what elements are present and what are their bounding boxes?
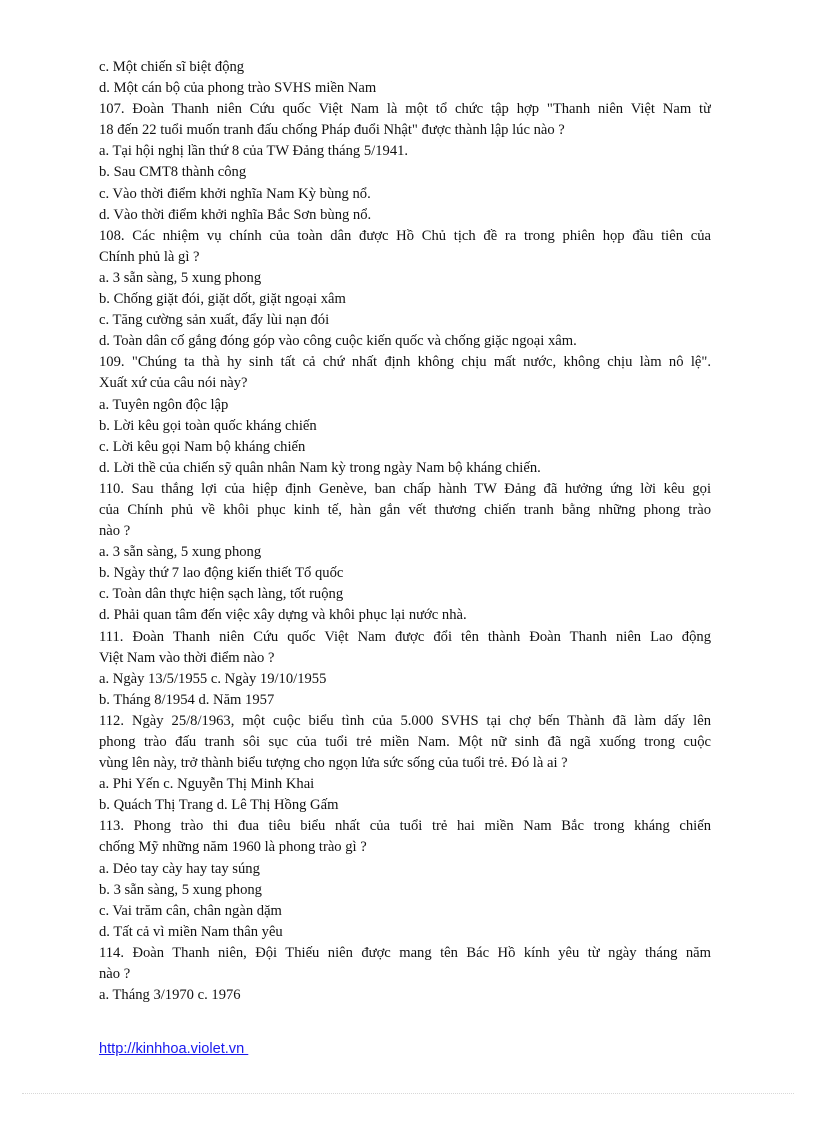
text-line: vùng lên này, trở thành biểu tượng cho ngọn lửa sức sống của tuổi trẻ. Đó là ai ? [99,755,568,772]
text-line: a. Dẻo tay cày hay tay súng [99,860,260,877]
text-line: a. 3 sẵn sàng, 5 xung phong [99,544,262,561]
text-line: a. Tại hội nghị lần thứ 8 của TW Đảng tháng 5/1941. [99,143,409,160]
text-line: nào ? [99,523,131,540]
text-line: d. Toàn dân cố gắng đóng góp vào công cuộc kiến quốc và chống giặc ngoại xâm. [99,333,577,350]
footer-link[interactable]: http://kinhhoa.violet.vn [99,1041,249,1057]
text-line: b. Lời kêu gọi toàn quốc kháng chiến [99,417,317,434]
document-body [99,57,711,1006]
text-line: chống Mỹ những năm 1960 là phong trào gì ? [99,839,367,856]
text-line: 110. Sau thắng lợi của hiệp định Genève, ban chấp hành TW Đảng đã hưởng ứng lời kêu gọi [99,480,711,497]
text-line: 111. Đoàn Thanh niên Cứu quốc Việt Nam được đổi tên thành Đoàn Thanh niên Lao động [99,628,711,645]
text-line: b. Ngày thứ 7 lao động kiến thiết Tổ quốc [99,565,344,582]
text-line: d. Phải quan tâm đến việc xây dựng và khôi phục lại nước nhà. [99,607,467,624]
text-line: a. Tháng 3/1970 c. 1976 [99,987,241,1004]
text-line: b. Tháng 8/1954 d. Năm 1957 [99,691,275,708]
text-line: c. Một chiến sĩ biệt động [99,59,245,75]
text-line: 113. Phong trào thi đua tiêu biểu nhất của tuổi trẻ hai miền Nam Bắc trong kháng chiến [99,818,711,835]
text-line: a. 3 sẵn sàng, 5 xung phong [99,269,262,286]
text-line: d. Lời thề của chiến sỹ quân nhân Nam kỳ trong ngày Nam bộ kháng chiến. [99,459,541,476]
text-line: Việt Nam vào thời điểm nào ? [99,649,275,666]
text-line: c. Lời kêu gọi Nam bộ kháng chiến [99,438,306,455]
text-line: c. Toàn dân thực hiện sạch làng, tốt ruộng [99,586,344,603]
text-line: a. Phi Yến c. Nguyễn Thị Minh Khai [99,776,315,793]
text-line: d. Tất cả vì miền Nam thân yêu [99,923,283,940]
text-line: d. Vào thời điểm khởi nghĩa Bắc Sơn bùng nổ. [99,206,372,223]
text-line: b. Chống giặt đói, giặt dốt, giặt ngoại xâm [99,291,346,308]
text-line: phong trào đấu tranh sôi sục của tuổi trẻ miền Nam. Một nữ sinh đã ngã xuống trong cuộc [99,734,711,750]
text-line: a. Tuyên ngôn độc lập [99,396,229,413]
text-line: c. Tăng cường sản xuất, đẩy lùi nạn đói [99,312,330,329]
text-line: c. Vai trăm cân, chân ngàn dặm [99,902,282,919]
text-line: 18 đến 22 tuổi muốn tranh đấu chống Pháp đuổi Nhật" được thành lập lúc nào ? [99,122,565,139]
text-line: b. Quách Thị Trang d. Lê Thị Hồng Gấm [99,797,339,814]
text-line: 108. Các nhiệm vụ chính của toàn dân được Hồ Chủ tịch đề ra trong phiên họp đầu tiên của [99,227,711,244]
text-line: nào ? [99,966,131,983]
text-line: b. Sau CMT8 thành công [99,164,247,181]
text-line: Chính phủ là gì ? [99,248,200,265]
text-line: Xuất xứ của câu nói này? [99,375,248,392]
text-line: 112. Ngày 25/8/1963, một cuộc biểu tình của 5.000 SVHS tại chợ bến Thành đã làm dấy lên [99,712,711,729]
text-line: 114. Đoàn Thanh niên, Đội Thiếu niên được mang tên Bác Hồ kính yêu từ ngày tháng năm [99,944,711,961]
text-line: 109. "Chúng ta thà hy sinh tất cả chứ nhất định không chịu mất nước, không chịu làm nô lệ". [99,354,711,371]
text-line: d. Một cán bộ của phong trào SVHS miền Nam [99,80,377,97]
text-line: a. Ngày 13/5/1955 c. Ngày 19/10/1955 [99,670,327,687]
text-line: c. Vào thời điểm khởi nghĩa Nam Kỳ bùng nổ. [99,185,371,202]
text-line: b. 3 sẵn sàng, 5 xung phong [99,881,262,898]
text-line: 107. Đoàn Thanh niên Cứu quốc Việt Nam là một tổ chức tập hợp "Thanh niên Việt Nam từ [99,101,711,118]
page-bottom-divider [22,1093,794,1094]
text-line: của Chính phủ về khôi phục kinh tế, hàn gắn vết thương chiến tranh bằng những phong trào [99,501,711,518]
